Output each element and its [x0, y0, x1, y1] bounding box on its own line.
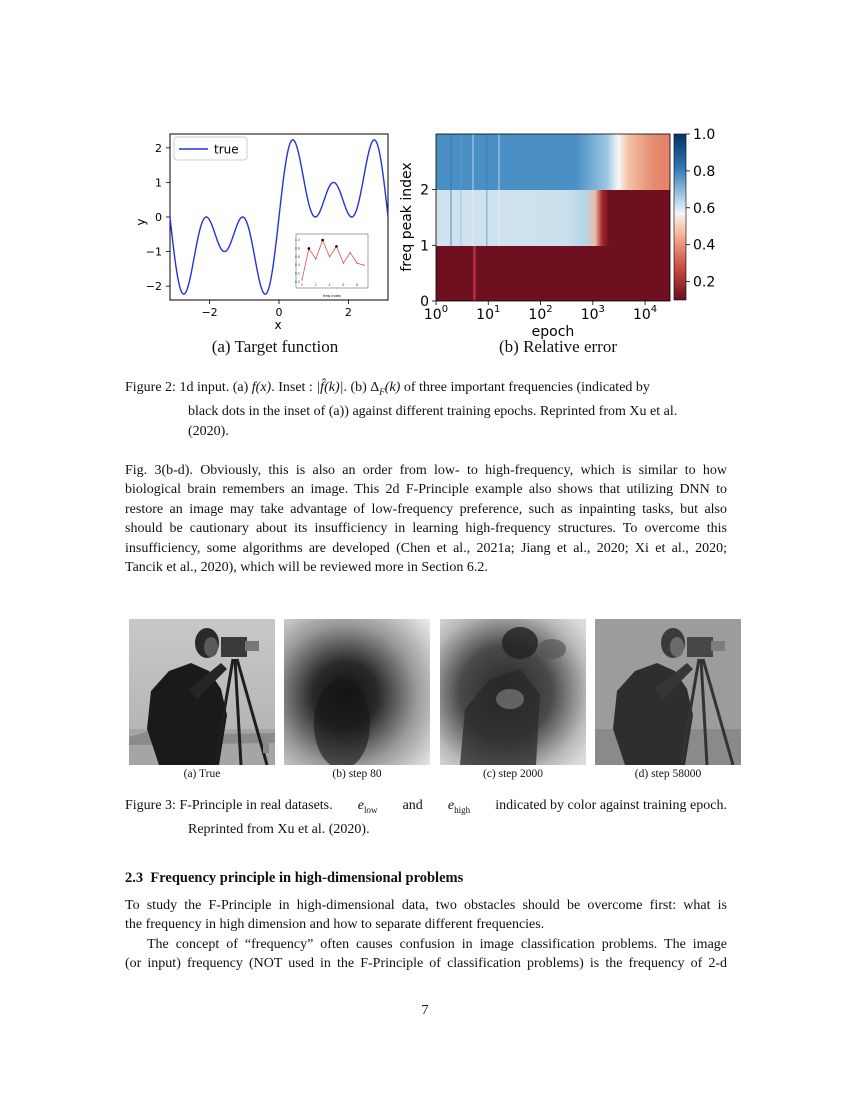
figure3d-subcaption: (d) step 58000	[634, 768, 702, 780]
figure2b-heatmap	[398, 126, 733, 341]
inset-point	[350, 252, 351, 253]
text-line: the frequency in high dimension and how to separate different frequencies.	[125, 917, 545, 933]
figure3c-subcaption: (c) step 2000	[482, 768, 544, 780]
colorbar-tick-label: 1.0	[693, 127, 716, 143]
caption-text: indicated by color against training epoch.	[495, 798, 727, 813]
x-axis-label: x	[274, 318, 282, 332]
inset-point	[301, 279, 302, 280]
y-tick-label: 2	[155, 141, 162, 155]
y-axis-label: y	[134, 218, 148, 226]
caption-math: high	[454, 804, 471, 815]
caption-text: and	[402, 798, 423, 813]
inset-x-tick-label: 6	[342, 283, 345, 287]
figure3a-image	[129, 619, 275, 765]
colorbar	[674, 134, 686, 300]
inset-x-label: freq index	[322, 294, 342, 298]
heatmap-stripe	[473, 246, 476, 301]
text-line: should be cautionary about its insufficiency in learning high-frequency structures. To overcome this	[125, 521, 727, 537]
inset-highlight-point	[308, 247, 311, 250]
caption-math: f(x)	[251, 380, 272, 395]
y-tick-label: 2	[420, 182, 429, 199]
caption-text: 1d input. (a)	[179, 380, 249, 395]
figure2-caption	[125, 378, 727, 441]
figure3-caption	[125, 796, 727, 840]
x-tick-label: $10^3$	[580, 304, 605, 323]
inset-point	[356, 262, 357, 263]
text-line: restore an image may take advantage of low-frequency preference, such as inpainting tasks, but also	[125, 501, 727, 517]
inset-point	[363, 265, 364, 266]
x-tick-label: $10^0$	[423, 304, 449, 323]
section-number: 2.3	[125, 870, 144, 886]
y-axis-label: freq peak index	[399, 162, 415, 272]
text-line: insufficiency, some algorithms are developed (Chen et al., 2021a; Jiang et al., 2020; Xi et al., 2020;	[125, 540, 727, 556]
colorbar-tick-label: 0.2	[693, 274, 716, 291]
caption-text: . (b)	[343, 380, 367, 395]
section-title: Frequency principle in high-dimensional problems	[150, 870, 464, 886]
figure2a-subcaption: (a) Target function	[211, 337, 339, 356]
x-tick-label: 0	[275, 306, 283, 319]
text-line: The concept of “frequency” often causes confusion in image classification problems. The image	[147, 937, 727, 952]
figure3b-image	[284, 619, 430, 765]
caption-line: Reprinted from Xu et al. (2020).	[188, 822, 370, 838]
inset-y-tick-label: 0.6	[294, 254, 300, 259]
y-tick-label: −1	[145, 245, 162, 259]
caption-math: low	[363, 804, 378, 815]
section-heading	[125, 870, 463, 887]
text-line: Fig. 3(b-d). Obviously, this is also an order from low- to high-frequency, which is similar to how	[125, 463, 727, 478]
y-tick-label: 1	[420, 238, 429, 255]
x-tick-label: 2	[344, 306, 352, 319]
inset-x-tick-label: 8	[356, 283, 359, 287]
figure2b-subcaption: (b) Relative error	[499, 337, 617, 356]
text-line: To study the F-Principle in high-dimensional data, two obstacles should be overcome first: what is	[125, 898, 727, 913]
heatmap-row-2	[436, 134, 670, 190]
figure3a-subcaption: (a) True	[183, 768, 221, 780]
inset-point	[329, 256, 330, 257]
caption-math: |f̂(k)|	[316, 380, 344, 395]
inset-highlight-point	[335, 245, 338, 248]
caption-text: F-Principle in real datasets.	[179, 798, 333, 813]
inset-highlight-point	[321, 239, 324, 242]
inset-y-tick-label: 1.0	[294, 238, 300, 243]
colorbar-ticks	[686, 127, 715, 291]
inset-point	[315, 258, 316, 259]
x-tick-label: $10^1$	[476, 304, 501, 323]
caption-math: (k)	[384, 380, 401, 395]
inset-y-tick-label: 0.4	[294, 263, 300, 268]
figure3c-image	[440, 619, 586, 765]
inset-x-tick-label: 0	[300, 283, 304, 287]
caption-text: of three important frequencies (indicated by	[403, 380, 650, 395]
caption-text: . Inset :	[271, 380, 313, 395]
paragraph-1	[125, 461, 727, 577]
text-line: biological brain remembers an image. This 2d F-Principle example also shows that utilizing DNN to	[125, 482, 727, 498]
caption-label: Figure 2:	[125, 380, 176, 395]
heatmap-row-0	[436, 246, 670, 301]
inset-y-tick-label: 0.0	[294, 280, 300, 284]
inset-x-tick-label: 4	[328, 283, 331, 287]
caption-label: Figure 3:	[125, 798, 176, 813]
y-ticks	[146, 142, 170, 293]
text-line: (or input) frequency (NOT used in the F-Principle of classification problems) is the frequency of 2-d	[125, 956, 727, 972]
x-tick-label: −2	[201, 306, 218, 319]
figure2a-plot	[130, 122, 400, 337]
figure3b-subcaption: (b) step 80	[332, 768, 382, 780]
x-ticks	[424, 301, 657, 323]
colorbar-tick-label: 0.4	[693, 237, 716, 254]
caption-math: e	[357, 798, 364, 813]
y-tick-label: 0	[155, 211, 162, 224]
caption-line: black dots in the inset of (a)) against different training epochs. Reprinted from Xu et al.	[188, 404, 678, 420]
paragraph-3	[125, 935, 727, 974]
x-ticks	[201, 300, 351, 319]
colorbar-tick-label: 0.8	[693, 163, 716, 180]
inset-y-tick-label: 0.8	[294, 246, 300, 251]
inset-point	[343, 262, 344, 263]
legend-label: true	[214, 142, 239, 157]
inset-x-tick-label: 2	[314, 283, 317, 287]
heatmap-row-1	[436, 190, 670, 246]
inset-frame	[296, 234, 368, 288]
y-tick-label: −2	[145, 280, 162, 294]
text-line: Tancik et al., 2020), which will be reviewed more in Section 6.2.	[125, 560, 488, 576]
x-tick-label: $10^4$	[632, 304, 658, 323]
x-tick-label: $10^2$	[528, 304, 553, 323]
colorbar-tick-label: 0.6	[693, 200, 716, 217]
y-ticks	[420, 183, 436, 310]
paragraph-2	[125, 896, 727, 935]
caption-math: F	[379, 386, 385, 397]
caption-line: (2020).	[188, 423, 229, 439]
inset-y-tick-label: 0.2	[294, 271, 300, 276]
caption-math: e	[447, 798, 455, 813]
y-tick-label: 1	[155, 176, 162, 190]
page-number: 7	[421, 1003, 429, 1018]
y-tick-label: 0	[420, 294, 429, 310]
figure3d-image	[595, 619, 741, 765]
x-axis-label: epoch	[531, 324, 575, 340]
caption-math: Δ	[370, 380, 380, 395]
